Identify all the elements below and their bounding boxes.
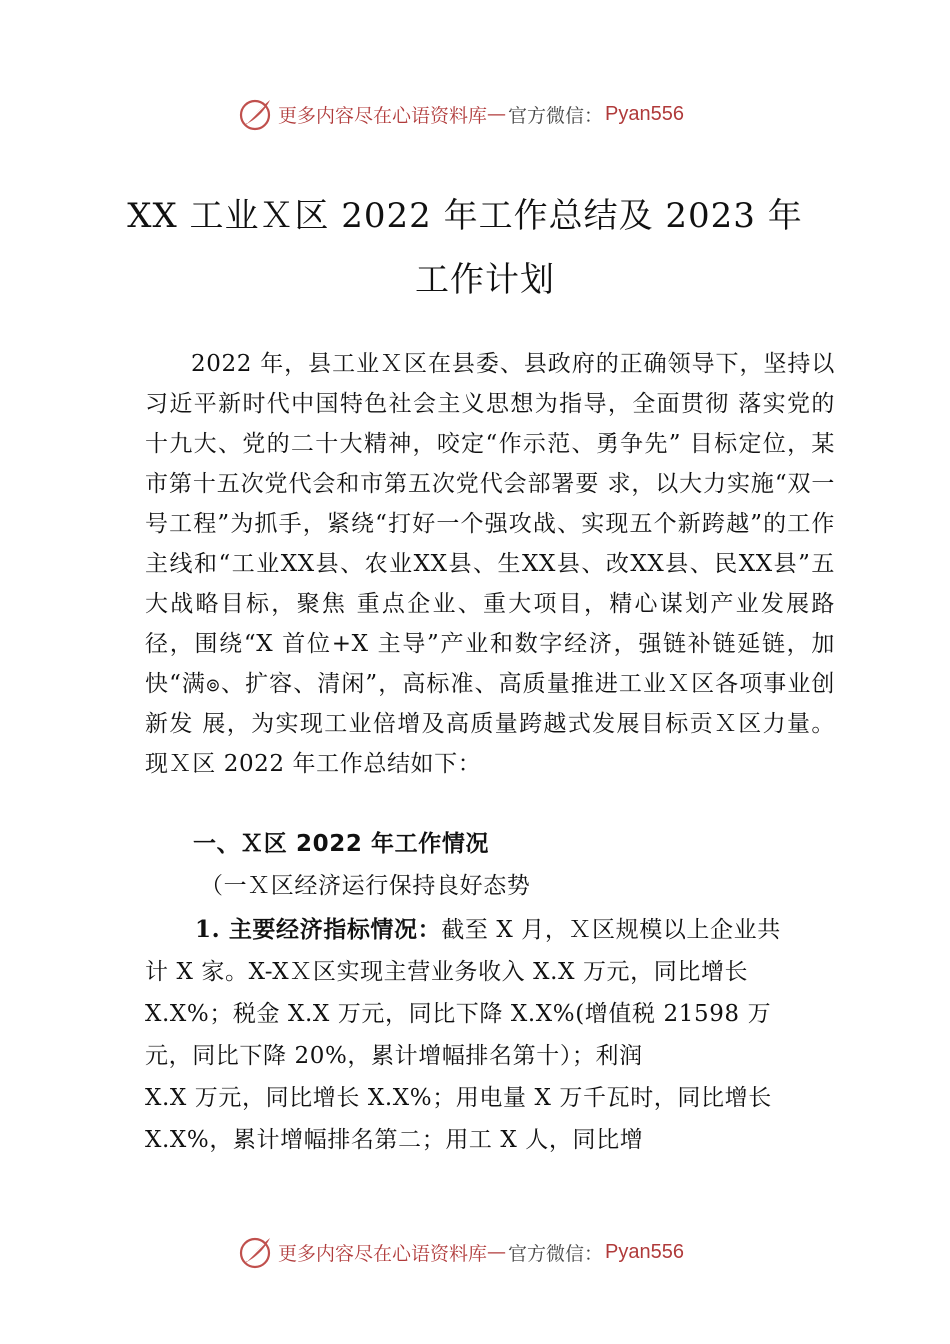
watermark-brand: 更多内容尽在心语资料库 — [278, 1242, 488, 1265]
watermark-wechat-id: Pyan556 — [605, 1240, 684, 1263]
item-1-line-4: 元，同比下降 20%，累计增幅排名第十）；利润 — [145, 1043, 643, 1069]
item-1-line-5: X.X 万元，同比增长 X.X%；用电量 X 万千瓦时，同比增长 — [145, 1085, 772, 1111]
watermark-brand: 更多内容尽在心语资料库 — [278, 104, 488, 127]
item-1-line-3: X.X%；税金 X.X 万元，同比下降 X.X%(增值税 21598 万 — [145, 1001, 772, 1027]
watermark-official-label: 官方微信： — [508, 1242, 604, 1265]
subsection-1-heading: （一Ｘ区经济运行保持良好态势 — [200, 873, 531, 899]
item-1-first-line — [195, 910, 781, 950]
item-1-text: 截至 X 月，Ｘ区规模以上企业共 — [441, 917, 781, 943]
intro-paragraph: 2022 年，县工业Ｘ区在县委、县政府的正确领导下，坚持以习近平新时代中国特色社会主义思想为指导，全面贯彻 落实党的十九大、党的二十大精神，咬定“作示范、勇争先” 目标定位，某市第十五次党代会和市第五次党代会部署要 求，以大力实施“双一号工程”为抓手，紧绕“打好一个强攻战、实现五个新跨越”的工作主线和“工业XX县、农业XX县、生XX县、改XX县、民XX县”五大战略目标，聚焦 重点企业、重大项目，精心谋划产业发展路径，围绕“X 首位+X 主导”产业和数字经济，强链补链延链，加快“满๏、扩容、清闲”，高标准、高质量推进工业Ｘ区各项事业创新发 展，为实现工业倍增及高质量跨越式发展目标贡Ｘ区力量。现Ｘ区 2022 年工作总结如下： — [145, 351, 835, 777]
item-1-line-2: 计 X 家。X-XＸ区实现主营业务收入 X.X 万元，同比增长 — [145, 959, 749, 985]
feather-pen-logo-icon — [238, 96, 274, 132]
watermark-official-label: 官方微信： — [508, 104, 604, 127]
document-title-line-1: XX 工业Ｘ区 2022 年工作总结及 2023 年 — [127, 196, 803, 236]
footer-watermark — [238, 1232, 684, 1272]
header-watermark — [238, 94, 684, 134]
watermark-separator: — — [487, 1241, 507, 1263]
document-title-line-2: 工作计划 — [415, 260, 555, 300]
watermark-separator: — — [487, 103, 507, 125]
item-1-label: 1. 主要经济指标情况： — [195, 916, 442, 943]
intro-paragraph-block — [145, 344, 835, 784]
item-1-line-6: X.X%，累计增幅排名第二；用工 X 人，同比增 — [145, 1127, 644, 1153]
watermark-wechat-id: Pyan556 — [605, 102, 684, 125]
section-1-heading: 一、Ｘ区 2022 年工作情况 — [193, 831, 490, 857]
feather-pen-logo-icon — [238, 1234, 274, 1270]
